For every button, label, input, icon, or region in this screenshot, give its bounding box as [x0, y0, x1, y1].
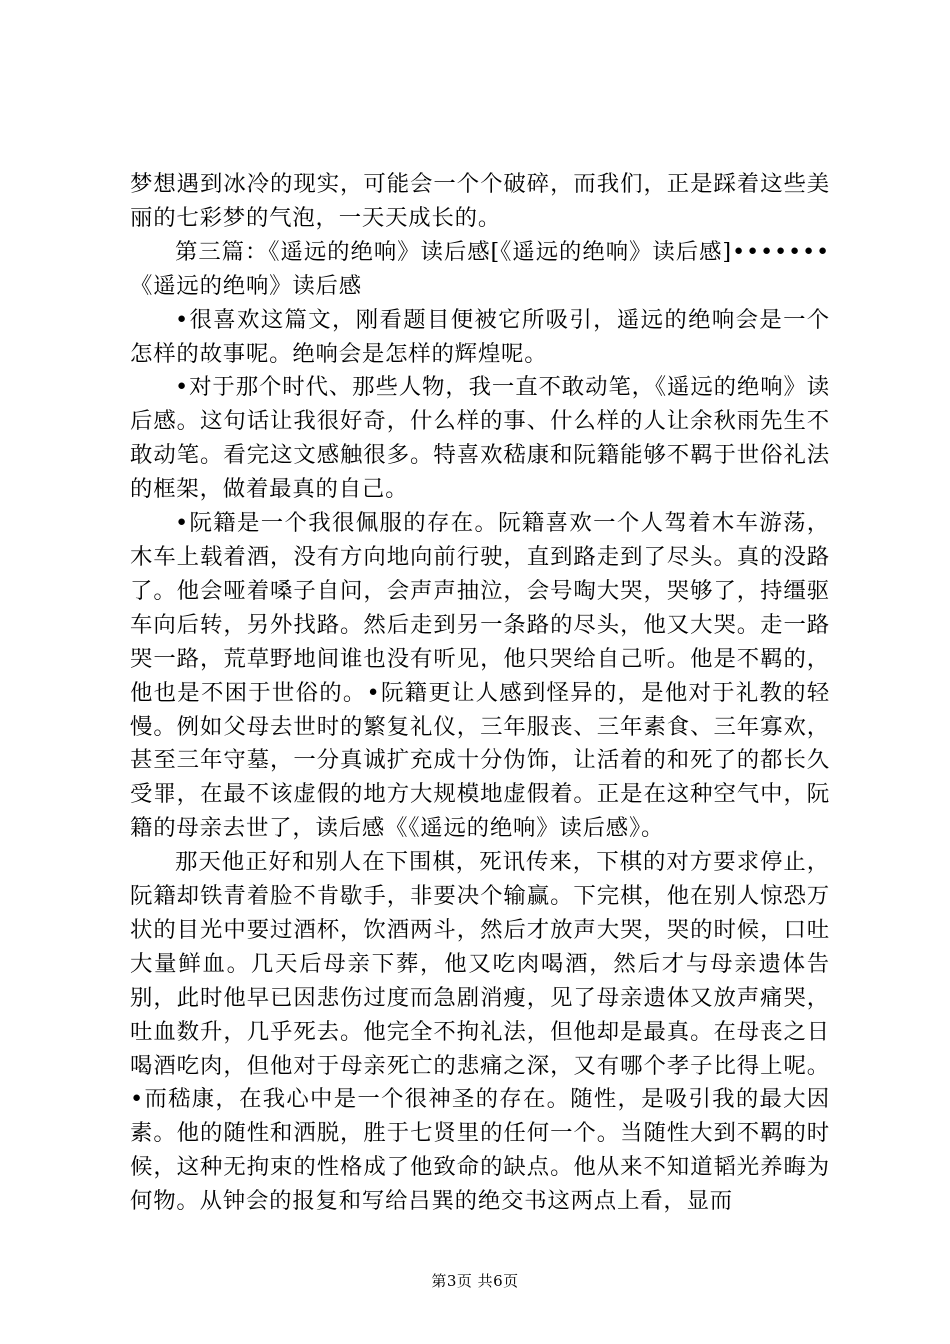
document-body	[130, 168, 830, 1219]
paragraph-bullet-1: •很喜欢这篇文，刚看题目便被它所吸引，遥远的绝响会是一个怎样的故事呢。绝响会是怎样的辉煌呢。	[130, 306, 830, 367]
paragraph-continuation: 梦想遇到冰冷的现实，可能会一个个破碎，而我们，正是踩着这些美丽的七彩梦的气泡，一天天成长的。	[130, 171, 830, 231]
page-number-footer: 第3页 共6页	[431, 1272, 519, 1290]
paragraph-section-heading: 第三篇：《遥远的绝响》读后感[《遥远的绝响》读后感]•••••••《遥远的绝响》读后感	[130, 238, 830, 299]
paragraph-bullet-3: •阮籍是一个我很佩服的存在。阮籍喜欢一个人驾着木车游荡，木车上载着酒，没有方向地向前行驶，直到路走到了尽头。真的没路了。他会哑着嗓子自问，会声声抽泣，会号啕大哭，哭够了，持缰驱车向后转，另外找路。然后走到另一条路的尽头，他又大哭。走一路哭一路，荒草野地间谁也没有听见，他只哭给自己听。他是不羁的，他也是不困于世俗的。•阮籍更让人感到怪异的，是他对于礼教的轻慢。例如父母去世时的繁复礼仪，三年服丧、三年素食、三年寡欢，甚至三年守墓，一分真诚扩充成十分伪饰，让活着的和死了的都长久受罪，在最不该虚假的地方大规模地虚假着。正是在这种空气中，阮籍的母亲去世了，读后感《《遥远的绝响》读后感》。	[130, 510, 830, 842]
paragraph-bullet-2: •对于那个时代、那些人物，我一直不敢动笔，《遥远的绝响》读后感。这句话让我很好奇，什么样的事、什么样的人让余秋雨先生不敢动笔。看完这文感触很多。特喜欢嵇康和阮籍能够不羁于世俗礼法的框架，做着最真的自己。	[130, 374, 830, 503]
paragraph-body: 那天他正好和别人在下围棋，死讯传来，下棋的对方要求停止，阮籍却铁青着脸不肯歇手，非要决个输赢。下完棋，他在别人惊恐万状的目光中要过酒杯，饮酒两斗，然后才放声大哭，哭的时候，口吐大量鲜血。几天后母亲下葬，他又吃肉喝酒，然后才与母亲遗体告别，此时他早已因悲伤过度而急剧消瘦，见了母亲遗体又放声痛哭，吐血数升，几乎死去。他完全不拘礼法，但他却是最真。在母丧之日喝酒吃肉，但他对于母亲死亡的悲痛之深，又有哪个孝子比得上呢。•而嵇康，在我心中是一个很神圣的存在。随性，是吸引我的最大因素。他的随性和洒脱，胜于七贤里的任何一个。当随性大到不羁的时候，这种无拘束的性格成了他致命的缺点。他从来不知道韬光养晦为何物。从钟会的报复和写给吕巽的绝交书这两点上看，显而	[130, 849, 830, 1215]
